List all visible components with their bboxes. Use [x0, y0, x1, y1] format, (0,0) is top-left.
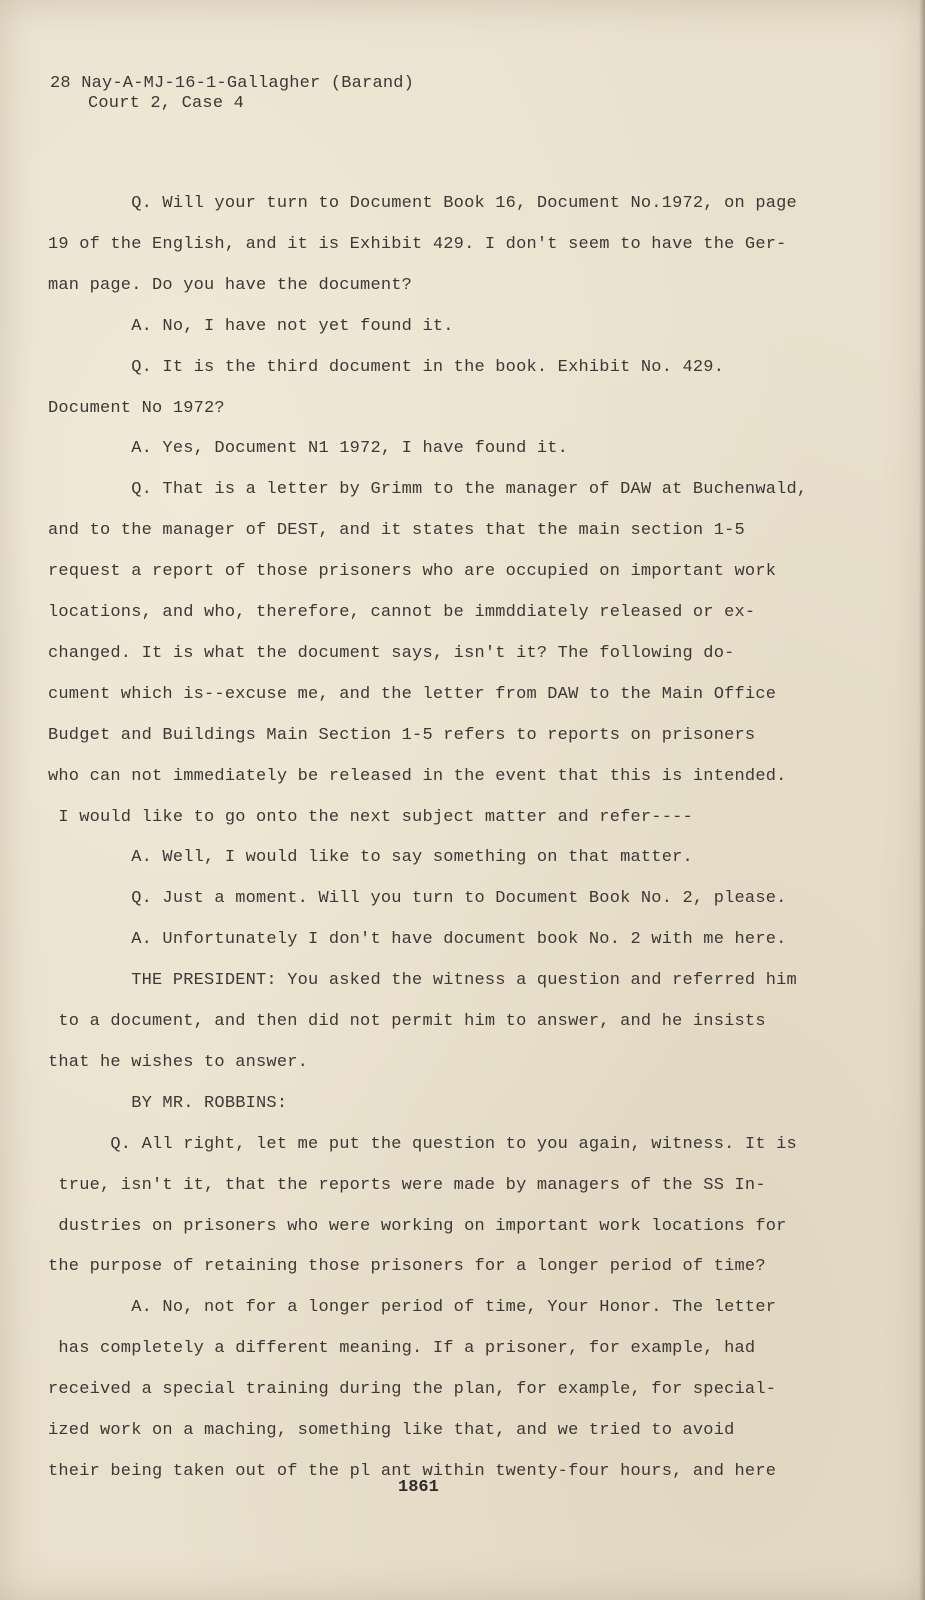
transcript-line: Document No 1972? — [48, 399, 225, 418]
transcript-line: Q. That is a letter by Grimm to the manager of DAW at Buchenwald, — [48, 480, 808, 499]
header-line-1: 28 Nay-A-MJ-16-1-Gallagher (Barand) — [50, 74, 415, 93]
transcript-line: who can not immediately be released in the event that this is intended. — [48, 767, 787, 786]
transcript-line: and to the manager of DEST, and it states that the main section 1-5 — [48, 521, 745, 540]
transcript-line: their being taken out of the pl ant within twenty-four hours, and here — [48, 1462, 777, 1481]
header-line-2: Court 2, Case 4 — [88, 94, 245, 113]
transcript-line: dustries on prisoners who were working on important work locations for — [48, 1217, 787, 1236]
transcript-line: received a special training during the plan, for example, for special- — [48, 1380, 777, 1399]
transcript-line: request a report of those prisoners who are occupied on important work — [48, 562, 777, 581]
transcript-line: that he wishes to answer. — [48, 1053, 309, 1072]
transcript-line: ized work on a maching, something like that, and we tried to avoid — [48, 1421, 735, 1440]
transcript-line: the purpose of retaining those prisoners for a longer period of time? — [48, 1257, 766, 1276]
transcript-line: 19 of the English, and it is Exhibit 429. I don't seem to have the Ger- — [48, 235, 787, 254]
page-edge-shadow — [919, 0, 925, 1600]
transcript-line: Q. It is the third document in the book. Exhibit No. 429. — [48, 358, 725, 377]
transcript-line: to a document, and then did not permit him to answer, and he insists — [48, 1012, 766, 1031]
transcript-line: changed. It is what the document says, isn't it? The following do- — [48, 644, 735, 663]
transcript-line: true, isn't it, that the reports were made by managers of the SS In- — [48, 1176, 766, 1195]
transcript-line: man page. Do you have the document? — [48, 276, 413, 295]
transcript-line: A. Well, I would like to say something on that matter. — [48, 848, 693, 867]
transcript-line: Q. All right, let me put the question to you again, witness. It is — [48, 1135, 797, 1154]
transcript-line: A. No, not for a longer period of time, Your Honor. The letter — [48, 1298, 777, 1317]
transcript-line: cument which is--excuse me, and the letter from DAW to the Main Office — [48, 685, 777, 704]
page-number: 1861 — [398, 1478, 439, 1497]
transcript-line: Budget and Buildings Main Section 1-5 refers to reports on prisoners — [48, 726, 756, 745]
transcript-line: Q. Will your turn to Document Book 16, Document No.1972, on page — [48, 194, 797, 213]
transcript-line: has completely a different meaning. If a prisoner, for example, had — [48, 1339, 756, 1358]
transcript-line: BY MR. ROBBINS: — [48, 1094, 288, 1113]
transcript-line: I would like to go onto the next subject matter and refer---- — [48, 808, 693, 827]
transcript-line: locations, and who, therefore, cannot be immddiately released or ex- — [48, 603, 756, 622]
transcript-line: A. Unfortunately I don't have document book No. 2 with me here. — [48, 930, 787, 949]
transcript-line: THE PRESIDENT: You asked the witness a question and referred him — [48, 971, 797, 990]
transcript-line: Q. Just a moment. Will you turn to Document Book No. 2, please. — [48, 889, 787, 908]
transcript-line: A. Yes, Document N1 1972, I have found it. — [48, 439, 569, 458]
transcript-line: A. No, I have not yet found it. — [48, 317, 454, 336]
